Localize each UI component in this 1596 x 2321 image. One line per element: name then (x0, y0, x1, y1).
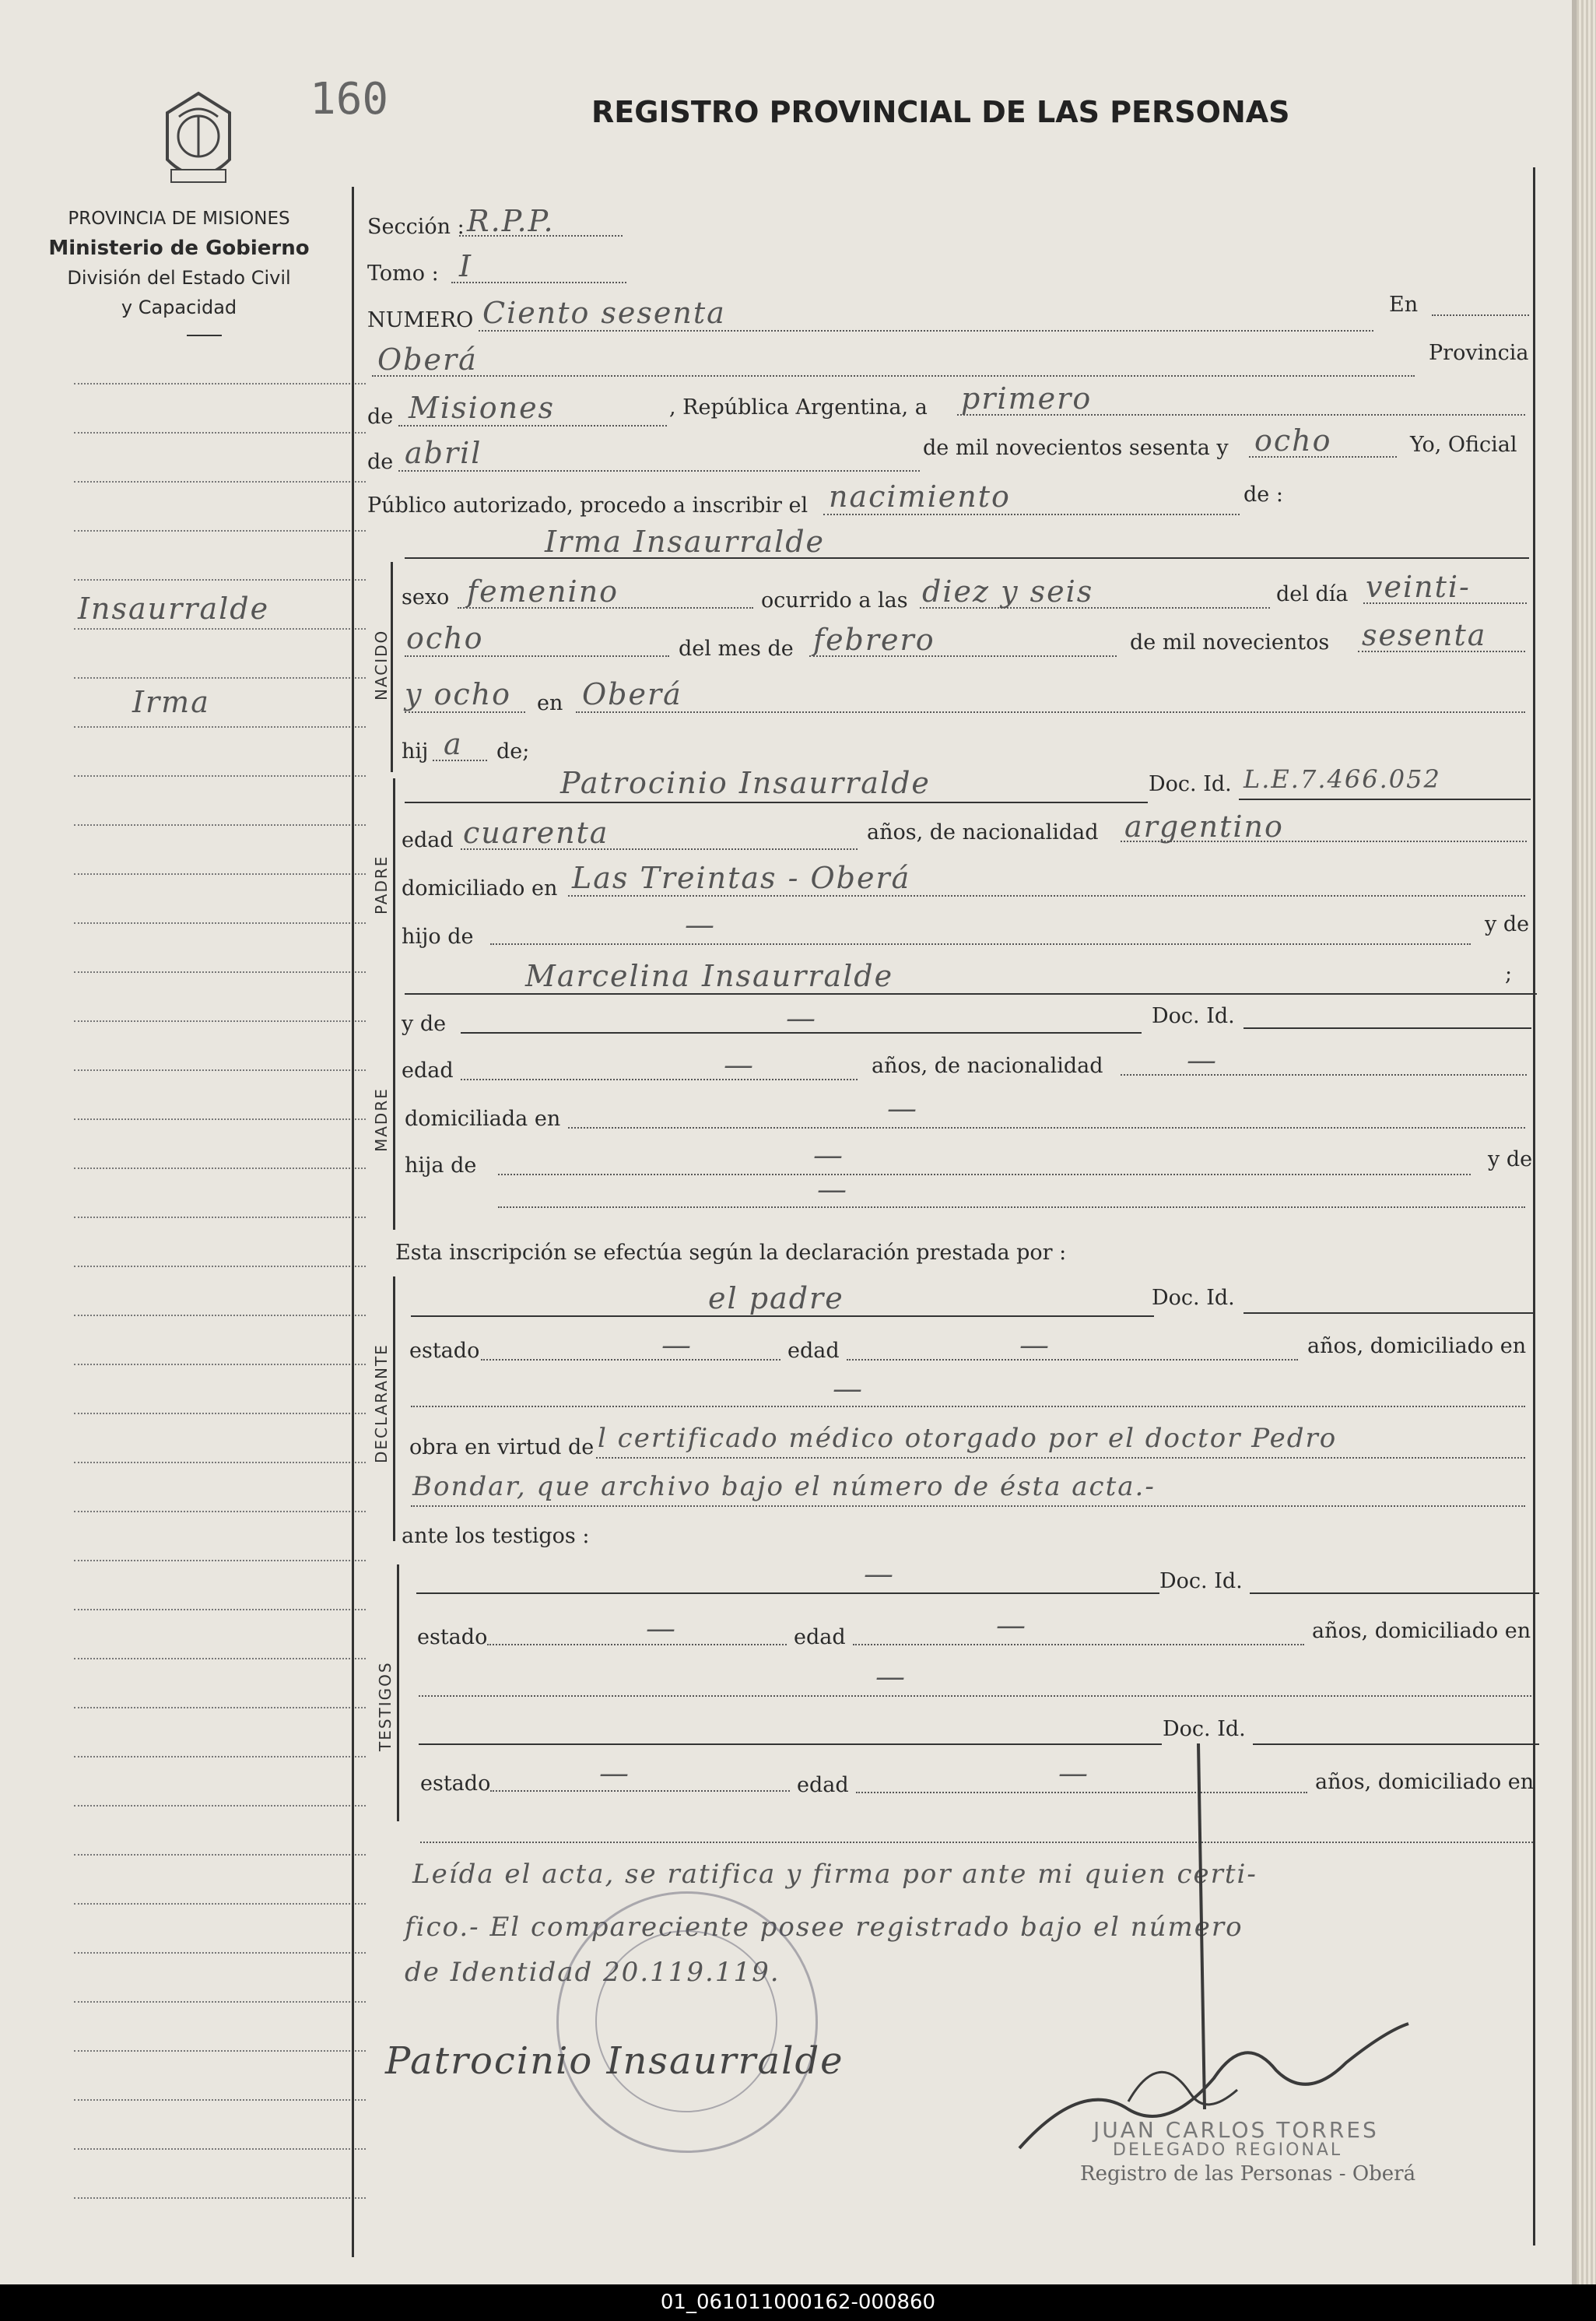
value-madre-dom: — (887, 1091, 918, 1125)
issuer-line-2: Ministerio de Gobierno (48, 237, 310, 260)
label-publico: Público autorizado, procedo a inscribir el (367, 493, 809, 518)
label-hija-de: hija de (405, 1153, 477, 1178)
declarante-bracket (393, 1276, 395, 1541)
label-semicolon: ; (1505, 962, 1513, 986)
value-madre-nac: — (1187, 1043, 1218, 1077)
section-label-madre: MADRE (372, 1087, 391, 1152)
label-doc-testigo2: Doc. Id. (1163, 1717, 1246, 1741)
label-de-hij: de; (496, 739, 530, 764)
value-madre-hija-de-2: — (817, 1172, 848, 1206)
label-dom-padre: domiciliado en (402, 876, 558, 901)
label-doc-padre: Doc. Id. (1149, 772, 1232, 796)
margin-surname: Insaurralde (78, 592, 270, 626)
nacido-bracket (391, 562, 393, 772)
declarant-signature: Patrocinio Insaurralde (385, 2039, 844, 2083)
label-provincia: Provincia (1429, 341, 1529, 365)
label-de-colon: de : (1243, 483, 1283, 507)
label-seccion: Sección : (367, 215, 465, 239)
value-padre-nac: argentino (1124, 809, 1284, 844)
label-edad-declarante: edad (787, 1339, 840, 1363)
label-republica: , República Argentina, a (669, 395, 928, 420)
label-del-dia: del día (1276, 582, 1349, 606)
issuer-line-3: División del Estado Civil (67, 267, 291, 289)
value-padre-dom: Las Treintas - Oberá (572, 861, 911, 895)
official-role: DELEGADO REGIONAL (1113, 2140, 1343, 2160)
padre-bracket (393, 778, 395, 996)
official-stamp-inner (595, 1930, 777, 2112)
issuer-underline (187, 335, 222, 336)
value-obra-1: l certificado médico otorgado por el doctor Pedro (598, 1423, 1338, 1454)
value-testigo2-estado: — (599, 1756, 630, 1790)
coat-of-arms-seal (156, 86, 241, 195)
value-testigo1-edad: — (996, 1608, 1027, 1642)
label-anios-dom-testigo1: años, domiciliado en (1312, 1619, 1531, 1643)
issuer-line-1: PROVINCIA DE MISIONES (68, 209, 290, 229)
value-madre-apellido: — (786, 1001, 817, 1035)
label-doc-madre: Doc. Id. (1152, 1004, 1235, 1028)
value-acto: nacimiento (829, 479, 1011, 514)
label-yo-oficial: Yo, Oficial (1410, 433, 1517, 457)
value-testigo1-dom: — (875, 1659, 907, 1694)
official-office: Registro de las Personas - Oberá (1080, 2162, 1416, 2186)
value-dia-nac: veinti- (1366, 570, 1471, 604)
value-tomo: I (459, 249, 473, 283)
issuer-block (47, 204, 311, 322)
closing-line-2: fico.- El compareciente posee registrado bajo el número (405, 1912, 1243, 1943)
value-hora: diez y seis (922, 574, 1094, 609)
value-declarante-edad: — (1019, 1328, 1051, 1362)
frame-right-line (1533, 167, 1535, 2246)
value-padre-nombre: Patrocinio Insaurralde (560, 766, 931, 800)
label-en-nacido: en (537, 691, 563, 715)
label-y-de-padre: y de (1485, 912, 1530, 936)
label-edad-testigo1: edad (794, 1625, 846, 1649)
label-doc-declarante: Doc. Id. (1152, 1286, 1235, 1310)
label-y-de-madre: y de (402, 1012, 447, 1036)
value-padre-hijo-de: — (685, 908, 716, 942)
value-anio: ocho (1254, 423, 1332, 458)
section-label-declarante: DECLARANTE (372, 1343, 391, 1463)
value-provincia: Misiones (409, 391, 556, 425)
official-name: JUAN CARLOS TORRES (1093, 2117, 1379, 2143)
image-id: 01_061011000162-000860 (660, 2291, 936, 2314)
book-page-edges (1577, 0, 1596, 2284)
testigos-bracket (397, 1564, 399, 1821)
label-ante: ante los testigos : (402, 1524, 590, 1548)
madre-bracket (393, 996, 395, 1230)
label-hij: hij (402, 739, 429, 764)
value-anio-nac-2: y ocho (405, 677, 512, 711)
label-del-mes: del mes de (679, 637, 794, 661)
label-sexo: sexo (402, 585, 450, 609)
value-padre-doc: L.E.7.466.052 (1243, 764, 1441, 794)
label-hijo-de: hijo de (402, 925, 474, 949)
value-testigo1-nombre: — (864, 1557, 895, 1591)
value-hij-suffix: a (444, 727, 463, 761)
label-edad-padre: edad (402, 828, 454, 852)
value-seccion: R.P.P. (467, 204, 555, 238)
value-testigo2-edad: — (1058, 1756, 1089, 1790)
label-anios-nac-padre: años, de nacionalidad (867, 820, 1099, 844)
value-testigo1-estado: — (646, 1611, 677, 1645)
value-mes-nac: febrero (813, 623, 935, 657)
value-lugar-nac: Oberá (582, 677, 682, 711)
image-id-footer (0, 2284, 1596, 2321)
value-madre-edad: — (724, 1048, 755, 1082)
frame-left-line (352, 187, 354, 2257)
value-padre-edad: cuarenta (463, 816, 609, 850)
value-madre-nombre: Marcelina Insaurralde (525, 959, 894, 993)
value-sexo: femenino (467, 574, 619, 609)
section-label-nacido: NACIDO (372, 629, 391, 701)
value-nombre: Irma Insaurralde (545, 525, 826, 559)
value-dia: primero (961, 381, 1093, 416)
section-label-padre: PADRE (372, 855, 391, 915)
label-ocurrido: ocurrido a las (761, 588, 908, 613)
margin-name: Irma (132, 685, 210, 719)
closing-line-3: de Identidad 20.119.119. (405, 1957, 780, 1988)
label-tomo: Tomo : (367, 262, 439, 286)
label-de-mil: de mil novecientos (1130, 630, 1330, 655)
label-de-mes: de (367, 450, 394, 474)
label-de-provincia: de (367, 405, 394, 429)
value-declarante: el padre (708, 1281, 844, 1315)
label-doc-testigo1: Doc. Id. (1159, 1569, 1243, 1593)
label-edad-testigo2: edad (797, 1773, 849, 1797)
label-obra: obra en virtud de (409, 1435, 595, 1459)
value-obra-2: Bondar, que archivo bajo el número de ésta acta.- (412, 1471, 1156, 1502)
label-edad-madre: edad (402, 1059, 454, 1083)
label-anios-nac-madre: años, de nacionalidad (872, 1054, 1103, 1078)
label-y-de-madre-2: y de (1488, 1147, 1533, 1171)
closing-line-1: Leída el acta, se ratifica y firma por ante mi quien certi- (412, 1859, 1258, 1890)
value-lugar: Oberá (377, 342, 478, 377)
label-anios-dom-testigo2: años, domiciliado en (1315, 1770, 1535, 1794)
label-estado-testigo2: estado (420, 1771, 491, 1796)
value-declarante-dom: — (833, 1371, 864, 1406)
label-estado-testigo1: estado (417, 1625, 488, 1649)
label-dom-madre: domiciliada en (405, 1107, 561, 1131)
label-inscripcion: Esta inscripción se efectúa según la declaración prestada por : (395, 1241, 1067, 1265)
value-anio-nac: sesenta (1362, 618, 1487, 652)
value-madre-hija-de: — (813, 1138, 844, 1172)
value-mes: abril (405, 436, 482, 470)
section-label-testigos: TESTIGOS (376, 1661, 395, 1751)
issuer-line-4: y Capacidad (121, 297, 237, 318)
label-en: En (1389, 293, 1419, 317)
label-anios-dom-declarante: años, domiciliado en (1307, 1334, 1527, 1358)
label-numero: NUMERO (367, 308, 474, 332)
folio-number: 160 (310, 74, 389, 125)
page-title: REGISTRO PROVINCIAL DE LAS PERSONAS (591, 95, 1290, 129)
value-numero: Ciento sesenta (482, 296, 726, 330)
value-dia-nac-2: ocho (406, 621, 484, 655)
label-estado-declarante: estado (409, 1339, 480, 1363)
label-de-mil-sesenta: de mil novecientos sesenta y (923, 436, 1229, 460)
value-declarante-estado: — (661, 1328, 693, 1362)
official-signature (1012, 1736, 1416, 2172)
